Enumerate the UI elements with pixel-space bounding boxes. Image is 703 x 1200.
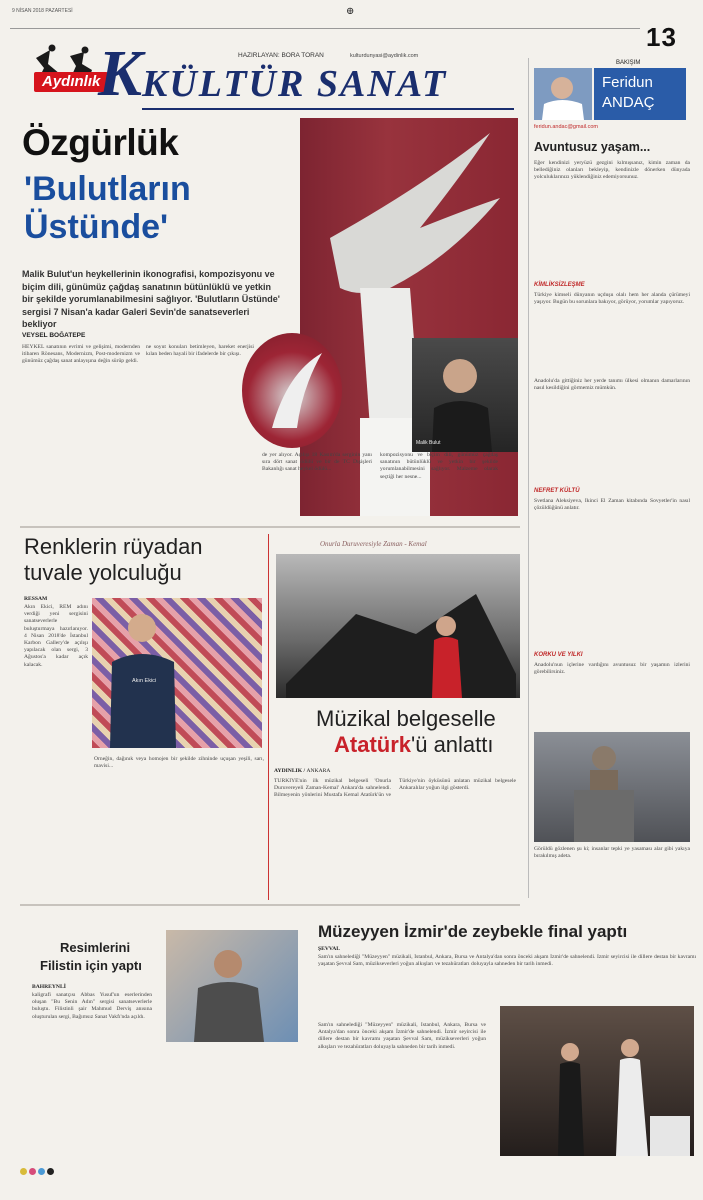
issue-date: 9 NİSAN 2018 PAZARTESİ: [12, 8, 73, 14]
section-title: KÜLTÜR SANAT: [142, 63, 448, 105]
article1-body-col2: ne soyut konuları betimleyen, hareket enerjisi kılan beden hayali bir ifadelerde bir çıkışı.: [146, 344, 254, 358]
brand-logo: Aydınlık: [34, 72, 108, 92]
article4-headline-1: Resimlerini: [60, 940, 131, 955]
painter-photo: [92, 598, 262, 748]
article3-strip-text: Onurla Duruveresiyle Zaman - Kemal: [320, 540, 427, 548]
page-number: 13: [646, 22, 677, 52]
color-dot-icon: [38, 1168, 45, 1175]
divider-2: [20, 904, 520, 906]
article3-headline-ataturk: Atatürk: [334, 732, 412, 757]
column-subhead-3: KORKU VE YILKI: [534, 652, 583, 658]
columnist-last-name: ANDAÇ: [602, 94, 655, 111]
column-body-2: Anadolu'da gittiğiniz her yerde tanımı ülkesi olmanın damarlarının nasıl kesildiğini görmemiz mümkün.: [534, 378, 690, 392]
columnist-email: feridun.andac@gmail.com: [534, 124, 598, 130]
article1-headline-1: Özgürlük: [22, 122, 179, 163]
column-subhead-1: KİMLİKSİZLEŞME: [534, 282, 585, 288]
article2-byline: RESSAM: [24, 596, 48, 602]
columnist-avatar: [534, 68, 592, 120]
article3-body: TÜRKİYE'nin ilk müzikal belgeseli 'Onurla Duruvereyeli Zaman-Kemal' Ankara'da sahnelendi. Bilmeyenin yönlerini Mustafa Kemal Atatürk'ün ve Türkiye'nin öyküsünü anlatan müzikal belgesele Ankaralılar yoğun ilgi gösterdi.: [274, 778, 516, 799]
article4-headline-2: Filistin için yaptı: [40, 958, 142, 973]
divider-1: [20, 526, 520, 528]
columnist-first-name: Feridun: [602, 74, 653, 91]
article1-body-col4: kompozisyonu ve biçim dili, günümüz çağdaş sanatının bütünlüklü ve yetkin bir şekilde yorumlanabilmesini sağlıyor. Malzeme olarak seçtiği her nesne...: [380, 452, 498, 480]
top-rule: [10, 28, 640, 29]
color-dot-icon: [47, 1168, 54, 1175]
article1-body-col3: de yer alıyor. Açılışı 18 Kasım'da serginin yanı sıra dört sanat ödülü ve bir de TC Dışişleri Bakanlığı sanat heykel ödülü...: [262, 452, 372, 473]
color-dots: [20, 1162, 54, 1180]
article4-byline: BAHREYNLİ: [32, 984, 66, 990]
column-body-3: Svetlana Aleksiyeva, İkinci El Zaman kitabında Sovyetler'in nasıl çözüldüğünü anlatır.: [534, 498, 690, 512]
article3-headline-1: Müzikal belgeselle: [316, 706, 496, 731]
article5-body-lower: Sam'ın sahnelediği "Müzeyyen" müzikali, İstanbul, Ankara, Bursa ve Antalya'dan sonra önceki akşam İzmir'de sahnelendi. İzmir seyircisi ile dillere destan bir kavramı yaşatan Şevval Sam, müzikseverleri yoğun alkışları ve tezahüratları doluyayla sahneden bir tarih inmedi.: [318, 1022, 486, 1050]
column-body-4: Anadolu'nun içlerine vardığını avuntusuz bir yaşamın izlerini görebilirsiniz.: [534, 662, 690, 676]
masthead: [20, 37, 518, 112]
article2-body: Akın Ekici, REM adını verdiği yeni sergisini sanatseverlerle buluşturmaya hazırlanıyor. 4 Nisan 2018'de İstanbul Karbon Gallery'de açılışı yapılacak olan sergi, 3 Ağustos'a kadar açık kalacak.: [24, 604, 88, 668]
column-body-1: Türkiye kimseli dünyanın uçduşu olalı hem her alanda çürümeyi yaşıyor. Bugün bu sorunlara bakıyor, görüyor, yorumlar yapıyoruz.: [534, 292, 690, 306]
column-bust-photo: [534, 732, 690, 842]
color-dot-icon: [20, 1168, 27, 1175]
column-label: BAKIŞIM: [616, 60, 641, 66]
article1-headline-2: 'Bulutların Üstünde': [24, 170, 191, 246]
artist-photo-caption: Malik Bulut: [416, 440, 441, 446]
muzeyyen-stage-photo: [500, 1006, 694, 1156]
sculpture-small-photo: [242, 333, 342, 448]
article4-body: kaligrafi sanatçısı Abbas Yusuf'un eserlerinden oluşan "Bu Senin Adın" sergisi sanatseverlerle buluştu. Filistinli şair Mahmud Derviş anısına oluşturulan sergi, Bağımsız Sanat Vakfı'nda açıldı.: [32, 992, 152, 1020]
article2-body-2: Örneğin, dağınık veya homojen bir şekilde zihninde uçuşan yeşili, sarı, mavisi...: [94, 756, 264, 770]
column-title: Avuntusuz yaşam...: [534, 140, 651, 154]
article5-headline: Müzeyyen İzmir'de zeybekle final yaptı: [318, 922, 628, 941]
big-k-letter: K: [98, 37, 143, 110]
article3-byline-city: ANKARA: [306, 768, 331, 774]
masthead-underline: [142, 108, 514, 110]
prepared-by: HAZIRLAYAN: BORA TORAN: [238, 52, 324, 59]
article3-headline-rest: 'ü anlattı: [411, 732, 494, 757]
article5-body: Sam'ın sahnelediği "Müzeyyen" müzikali, İstanbul, Ankara, Bursa ve Antalya'dan sonra önceki akşam İzmir'de sahnelendi. İzmir seyircisi ile dillere destan bir kavramı yaşatan Şevval Sam, müzikseverleri yoğun alkışları ve tezahüratları doluyayla sahneden bir tarih inmedi.: [318, 954, 696, 968]
column-intro: Eğer kendinizi yeryüzü gezgini kılmışsanız, kimin zaman da bellediğiniz olanları bekleyip, kendinizle dönerken dünyada yolculuklarınızı yüklendiğiniz edemiyorsunuz.: [534, 160, 690, 181]
article1-author: VEYSEL BOĞATEPE: [22, 332, 86, 339]
artist-photo: [412, 338, 518, 452]
article3-frame-line: [268, 534, 269, 900]
article3-byline-agency: AYDINLIK: [274, 768, 303, 774]
article2-headline: Renklerin rüyadan tuvale yolculuğu: [24, 534, 203, 585]
color-dot-icon: [29, 1168, 36, 1175]
registration-mark-icon: ⊕: [346, 6, 355, 17]
calligrapher-photo: [166, 930, 298, 1042]
article1-body-col1: HEYKEL sanatının evrimi ve gelişimi, modernden itibaren Rönesans, Modernizm, Post-modernizm ve günümüz çağdaş sanat anlayışına değin sürüp geldi.: [22, 344, 140, 365]
article1-lead: Malik Bulut'un heykellerinin ikonografisi, kompozisyonu ve biçim dili, günümüz çağdaş sanatının bütünlüklü ve yetkin bir şekilde yorumlanabilmesini sağlıyor. 'Bulutların Üstünde' sergisi 7 Nisan'a kadar Galeri Sevin'de sanatseverleri bekliyor: [22, 269, 280, 329]
column-photo-caption: Görüldü gözlenen şu ki; insanlar tepki ye yasaması alar gibi yakıya bırakılmış adeta.: [534, 846, 690, 860]
musical-stage-photo: [276, 554, 520, 698]
article3-byline: AYDINLIK / ANKARA: [274, 768, 331, 774]
column-subhead-2: NEFRET KÜLTÜ: [534, 488, 580, 494]
section-email: kulturdunyasi@aydinlik.com: [350, 53, 419, 59]
article5-byline: ŞEVVAL: [318, 946, 340, 952]
article3-headline-2: [334, 732, 494, 758]
painter-photo-caption: Akın Ekici: [132, 678, 157, 684]
